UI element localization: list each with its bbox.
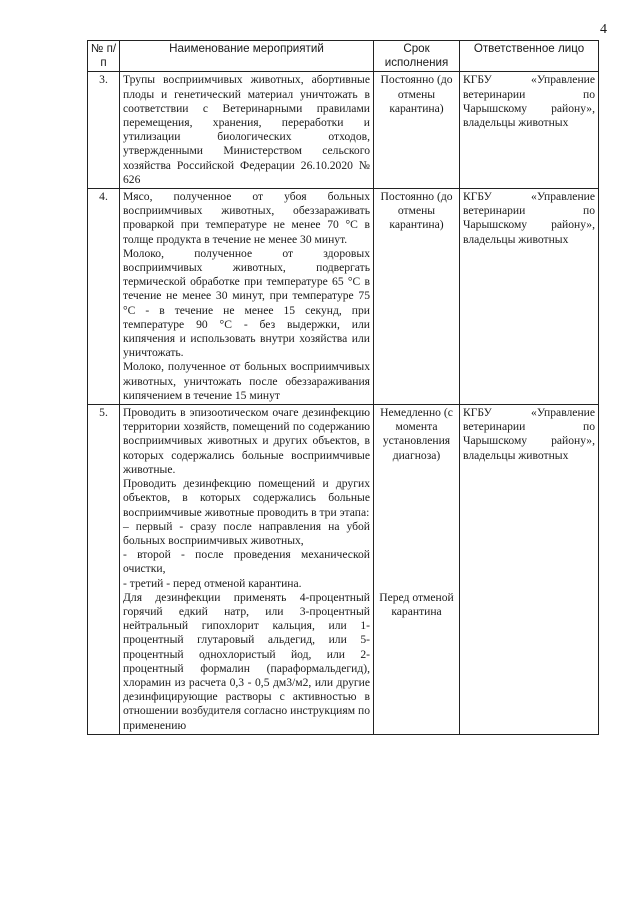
term-text: Постоянно (до отмены карантина) [380,73,453,115]
table-row [88,72,599,189]
table-row [88,405,599,735]
row-term [374,72,460,189]
measure-paragraph: Для дезинфекции применять 4-процентный горячий едкий натр, или 3-процентный нейтральный гипохлорит кальция, или 1-процентный глутаровый альдегид, или 5-процентный однохлористый йод, или 2-процентный формалин (параформальдегид), хлорамин из расчета 0,3 - 0,5 дм3/м2, или другие дезинфицирующие растворы с активностью в отношении возбудителя согласно инструкциям по применению [123,590,370,732]
measure-paragraph: Молоко, полученное от здоровых восприимчивых животных, подвергать термической обработке при температуре 65 °С в течение не менее 30 минут, при температуре 75 °С - в течение не менее 15 секунд, при температуре 90 °С - без выдержки, или кипячения и использовать внутри хозяйства или уничтожать. [123,246,370,360]
measures-table [87,40,599,735]
measure-paragraph: - третий - перед отменой карантина. [123,576,302,590]
measure-paragraph: - второй - после проведения механической очистки, [123,548,370,576]
row-num: 5. [88,405,120,735]
measure-paragraph: – первый - сразу после направления на убой больных восприимчивых животных, [123,519,370,547]
row-measure [120,405,374,735]
header-num: № п/п [88,41,120,72]
measure-paragraph: Проводить в эпизоотическом очаге дезинфекцию территории хозяйств, помещений по содержанию восприимчивых животных и других объектов, в которых содержались больные восприимчивые животные. [123,406,370,476]
measure-paragraph: Мясо, полученное от убоя больных восприимчивых животных, обеззараживать проваркой при температуре не менее 70 °С в толще продукта в течение не менее 30 минут. [123,190,370,246]
table-header-row [88,41,599,72]
term-spacer [377,463,456,591]
row-num: 3. [88,72,120,189]
row-responsible: КГБУ «Управление ветеринарии по Чарышскому району», владельцы животных [460,189,599,405]
row-term [374,405,460,735]
header-name: Наименование мероприятий [120,41,374,72]
measure-paragraph: Проводить дезинфекцию помещений и других объектов, в которых содержались больные восприимчивые животные проводить в три этапа: [123,477,370,519]
row-term [374,189,460,405]
measure-paragraph: Трупы восприимчивых животных, абортивные плоды и генетический материал уничтожать в соответствии с Ветеринарными правилами перемещения, хранения, переработки и утилизации биологических отходов, утвержденными Министерством сельского хозяйства Российской Федерации 26.10.2020 № 626 [123,73,370,186]
table-row [88,189,599,405]
row-num: 4. [88,189,120,405]
page-number: 4 [600,22,607,37]
row-measure [120,189,374,405]
header-term: Срок исполнения [374,41,460,72]
row-responsible: КГБУ «Управление ветеринарии по Чарышскому району», владельцы животных [460,405,599,735]
header-responsible: Ответственное лицо [460,41,599,72]
measure-paragraph: Молоко, полученное от больных восприимчивых животных, уничтожать после обеззараживания кипячением в течение 15 минут [123,360,370,402]
term-text: Немедленно (с момента установления диагноза) [380,406,453,462]
term-text: Постоянно (до отмены карантина) [380,190,453,232]
row-responsible: КГБУ «Управление ветеринарии по Чарышскому району», владельцы животных [460,72,599,189]
term-text: Перед отменой карантина [379,590,454,619]
row-measure [120,72,374,189]
